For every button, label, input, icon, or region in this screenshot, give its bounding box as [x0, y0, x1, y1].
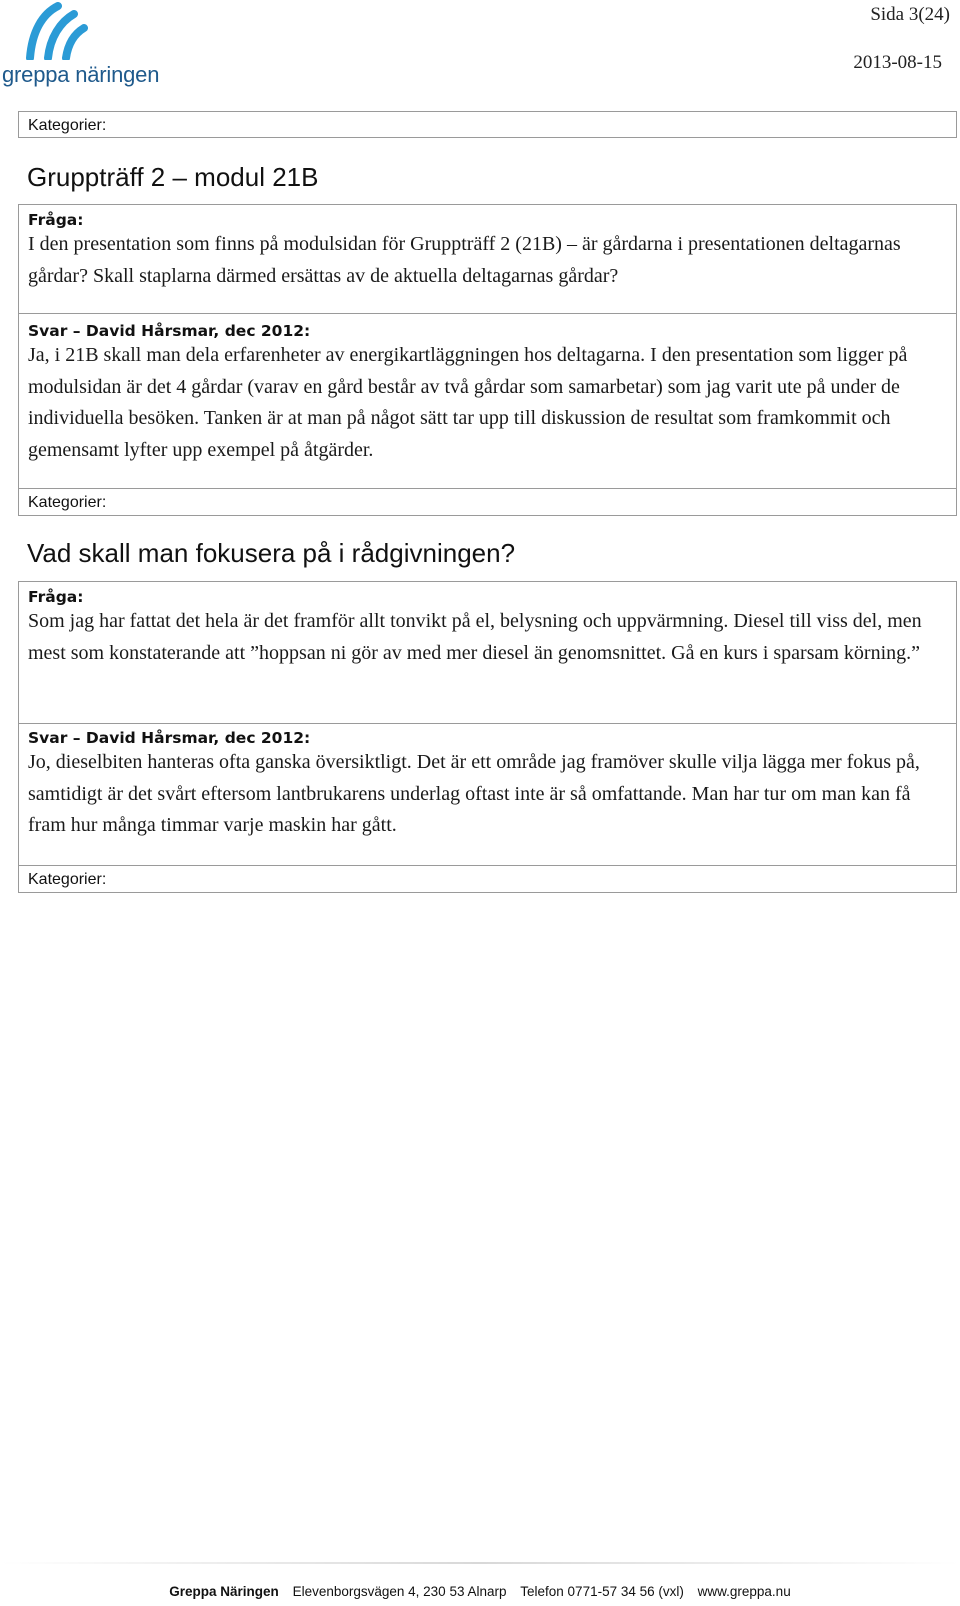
greppa-logo-icon	[24, 2, 88, 60]
answer-label-1: Svar – David Hårsmar, dec 2012:	[28, 322, 311, 340]
answer-box-2	[18, 723, 957, 866]
question-label-1: Fråga:	[28, 211, 84, 229]
categories-box-1	[18, 488, 957, 516]
question-box-2	[18, 581, 957, 724]
footer	[0, 1584, 960, 1599]
categories-box-2	[18, 865, 957, 893]
document-date: 2013-08-15	[853, 52, 942, 73]
page-number: Sida 3(24)	[870, 4, 950, 25]
categories-label: Kategorier:	[28, 117, 107, 134]
categories-box-top	[18, 111, 957, 138]
section-title-1: Gruppträff 2 – modul 21B	[27, 162, 319, 192]
answer-text-1: Ja, i 21B skall man dela erfarenheter av energikartläggningen hos deltagarna. I den presentation som ligger på modulsidan är det 4 gårdar (varav en gård består av två gårdar som samarbetar) som jag varit ute på under de individuella besöken. Tanken är at man på något sätt tar upp till diskussion de resultat som framkommit och gemensamt lyfter upp exempel på åtgärder.	[28, 344, 908, 461]
question-label-2: Fråga:	[28, 588, 84, 606]
categories-label-1: Kategorier:	[28, 494, 107, 511]
answer-box-1	[18, 313, 957, 489]
footer-web-link[interactable]: www.greppa.nu	[697, 1584, 791, 1599]
section-title-2: Vad skall man fokusera på i rådgivningen?	[27, 538, 516, 568]
answer-label-2: Svar – David Hårsmar, dec 2012:	[28, 729, 311, 747]
footer-phone: Telefon 0771-57 34 56 (vxl)	[520, 1584, 684, 1599]
logo-text: greppa näringen	[2, 62, 160, 87]
question-text-2: Som jag har fattat det hela är det framför allt tonvikt på el, belysning och uppvärmning. Diesel till viss del, men mest som konstaterande att ”hoppsan ni gör av med mer diesel än genomsnittet. Gå en kurs i sparsam körning.”	[28, 610, 922, 664]
question-text-1: I den presentation som finns på modulsidan för Gruppträff 2 (21B) – är gårdarna i presentationen deltagarnas gårdar? Skall staplarna därmed ersättas av de aktuella deltagarnas gårdar?	[28, 233, 901, 287]
categories-label-2: Kategorier:	[28, 871, 107, 888]
footer-org: Greppa Näringen	[169, 1584, 279, 1599]
question-box-1	[18, 204, 957, 314]
footer-address: Elevenborgsvägen 4, 230 53 Alnarp	[292, 1584, 507, 1599]
footer-divider	[0, 1562, 960, 1564]
greppa-logo	[0, 0, 170, 92]
answer-text-2: Jo, dieselbiten hanteras ofta ganska översiktligt. Det är ett område jag framöver skulle vilja lägga mer fokus på, samtidigt är det svårt eftersom lantbrukarens underlag oftast inte är så omfattande. Man har tur om man kan få fram hur många timmar varje maskin har gått.	[28, 751, 920, 836]
